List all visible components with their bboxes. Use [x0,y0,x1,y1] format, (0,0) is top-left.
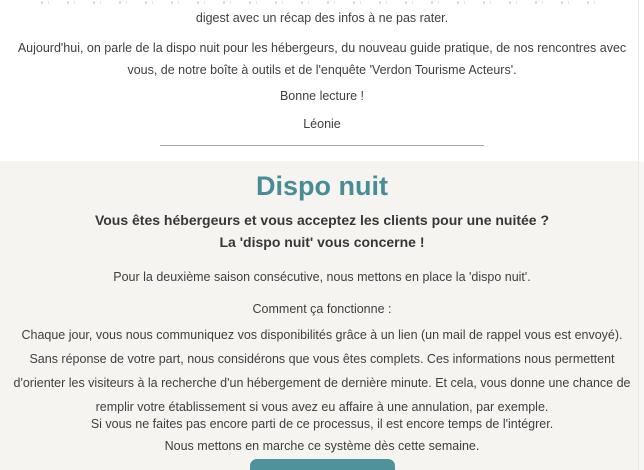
section-title: Dispo nuit [256,171,388,201]
section-divider [160,145,484,146]
lead-line-2: La 'dispo nuit' vous concerne ! [219,234,425,250]
intro-paragraph: Aujourd'hui, on parle de la dispo nuit pour les hébergeurs, du nouveau guide pratique, de nos rencontres avec vous, de notre boîte à outils et de l'enquête 'Verdon Tourisme Acteurs'. [17,41,627,77]
closing-text [7,413,637,457]
dispo-nuit-section [0,161,644,470]
how-paragraph: Chaque jour, vous nous communiquez vos disponibilités grâce à un lien (un mail de rappel vous est envoyé). Sans réponse de votre part, nous considérons que vous êtes complets. Ces informations nous permettent d'orienter les visiteurs à la recherche d'un hébergement de dernière minute. Et cela, vous donne une chance de remplir votre établissement si vous avez eu affaire à une annulation, par exemple. [13,328,631,414]
closing-line-2: Nous mettons en marche ce système dès cette semaine. [164,439,480,453]
how-label: Comment ça fonctionne : [252,302,392,316]
cta-button[interactable] [250,459,395,470]
signature: Léonie [303,117,341,131]
lead-line-1: Vous êtes hébergeurs et vous acceptez les clients pour une nuitée ? [94,212,550,228]
bonne-lecture-line: Bonne lecture ! [279,89,365,103]
intro-section [0,0,644,161]
clipped-text-remnant [41,1,603,4]
digest-line: digest avec un récap des infos à ne pas rater. [195,11,449,25]
lead-text [7,209,637,253]
closing-line-1: Si vous ne faites pas encore parti de ce processus, il est encore temps de l'intégrer. [90,417,554,431]
saison-line: Pour la deuxième saison consécutive, nous mettons en place la 'dispo nuit'. [113,270,531,284]
